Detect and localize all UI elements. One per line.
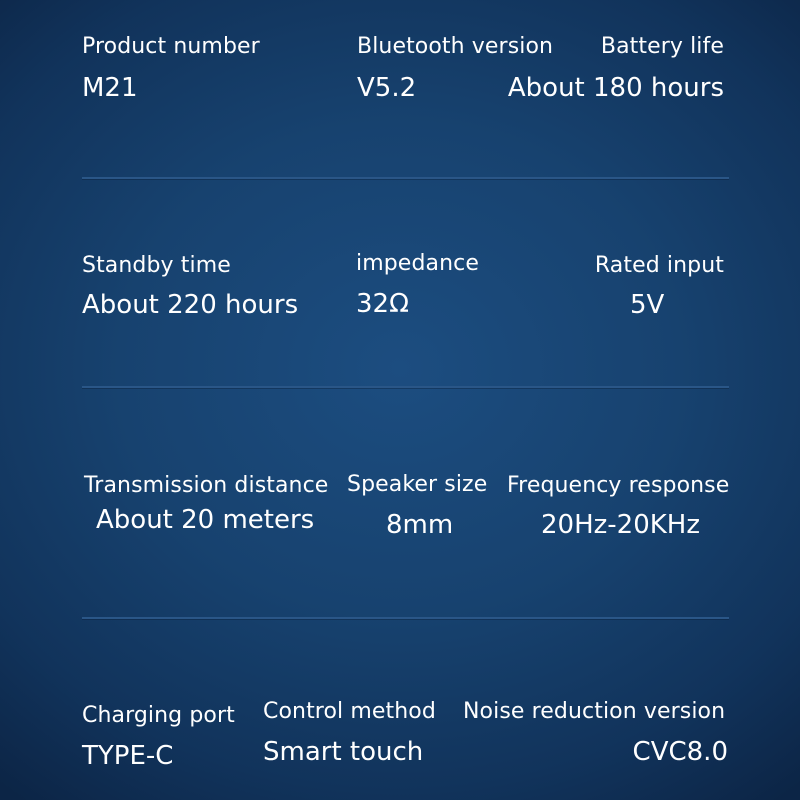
- noise-reduction-version-value: CVC8.0: [632, 737, 728, 767]
- bluetooth-version-label: Bluetooth version: [357, 34, 554, 59]
- impedance-value: 32Ω: [356, 289, 409, 319]
- product-number-label: Product number: [82, 34, 260, 59]
- charging-port-label: Charging port: [82, 703, 235, 728]
- noise-reduction-version-label: Noise reduction version: [463, 699, 726, 724]
- standby-time-label: Standby time: [82, 253, 231, 278]
- product-number-value: M21: [82, 73, 138, 103]
- row-divider-1: [82, 177, 729, 179]
- speaker-size-value: 8mm: [386, 510, 454, 540]
- rated-input-label: Rated input: [594, 253, 724, 278]
- control-method-label: Control method: [263, 699, 436, 724]
- row-divider-3: [82, 617, 729, 619]
- frequency-response-value: 20Hz-20KHz: [541, 510, 700, 540]
- row-divider-2: [82, 386, 729, 388]
- battery-life-label: Battery life: [600, 34, 724, 59]
- control-method-value: Smart touch: [263, 737, 424, 767]
- battery-life-value: About 180 hours: [507, 73, 724, 103]
- standby-time-value: About 220 hours: [82, 290, 299, 320]
- frequency-response-label: Frequency response: [507, 473, 730, 498]
- transmission-distance-label: Transmission distance: [84, 473, 329, 498]
- rated-input-value: 5V: [630, 290, 665, 320]
- charging-port-value: TYPE-C: [82, 741, 174, 771]
- transmission-distance-value: About 20 meters: [96, 505, 315, 535]
- speaker-size-label: Speaker size: [347, 472, 488, 497]
- impedance-label: impedance: [356, 251, 479, 276]
- bluetooth-version-value: V5.2: [357, 73, 417, 103]
